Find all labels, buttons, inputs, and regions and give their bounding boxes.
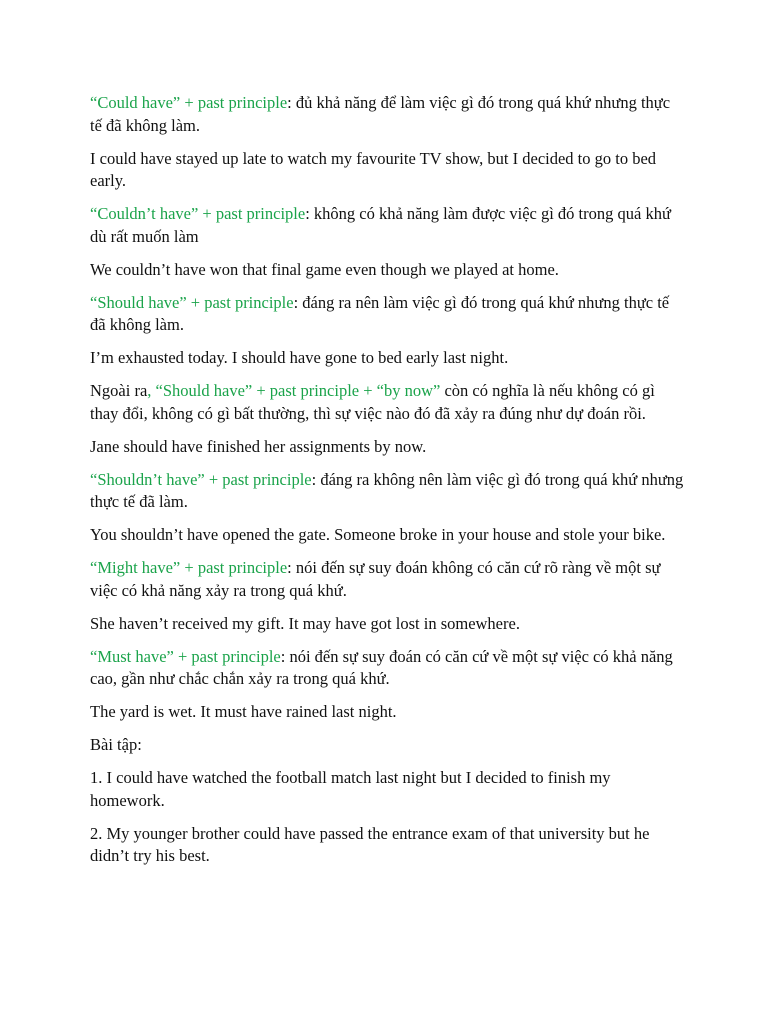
text-segment: còn có nghĩa là nếu không có gì thay đổi, không có gì bất thường, thì sự việc nào đó đã xảy ra đúng như dự đoán rồi. — [90, 381, 655, 423]
text-segment: : đáng ra không nên làm việc gì đó trong quá khứ nhưng thực tế đã làm. — [90, 469, 684, 511]
text-segment: Ngoài ra — [90, 381, 148, 400]
text-segment: Bài tập: — [90, 735, 142, 754]
text-segment: 2. My younger brother could have passed the entrance exam of that university but he didn’t try his best. — [90, 823, 650, 865]
text-segment: The yard is wet. It must have rained last night. — [90, 702, 397, 721]
paragraph-4 — [90, 259, 686, 282]
paragraph-6 — [90, 347, 686, 370]
text-segment: You shouldn’t have opened the gate. Someone broke in your house and stole your bike. — [90, 525, 666, 544]
paragraph-1 — [90, 92, 686, 137]
paragraph-9 — [90, 469, 686, 514]
paragraph-7 — [90, 380, 686, 425]
text-segment: I could have stayed up late to watch my favourite TV show, but I decided to go to bed early. — [90, 148, 657, 190]
text-segment: Jane should have finished her assignments by now. — [90, 436, 427, 456]
text-segment: We couldn’t have won that final game even though we played at home. — [90, 259, 559, 279]
highlighted-phrase: “Might have” + past principle — [90, 558, 288, 577]
paragraph-10 — [90, 524, 686, 547]
paragraph-15 — [90, 734, 686, 757]
document-page — [90, 92, 686, 878]
highlighted-phrase: “Couldn’t have” + past principle — [90, 204, 306, 223]
highlighted-phrase: “Must have” + past principle — [90, 646, 281, 666]
paragraph-3 — [90, 203, 686, 248]
text-segment: : đáng ra nên làm việc gì đó trong quá khứ nhưng thực tế đã không làm. — [90, 292, 670, 334]
paragraph-12 — [90, 613, 686, 636]
highlighted-phrase: , “Should have” + past principle + “by now” — [147, 381, 441, 400]
paragraph-8 — [90, 436, 686, 459]
paragraph-16 — [90, 767, 686, 812]
text-segment: : đủ khả năng để làm việc gì đó trong quá khứ nhưng thực tế đã không làm. — [90, 93, 671, 135]
text-segment: : không có khả năng làm được việc gì đó trong quá khứ dù rất muốn làm — [90, 204, 671, 246]
text-segment: 1. I could have watched the football match last night but I decided to finish my homework. — [90, 768, 611, 810]
paragraph-14 — [90, 701, 686, 724]
text-segment: : nói đến sự suy đoán không có căn cứ rõ ràng về một sự việc có khả năng xảy ra trong quá khứ. — [90, 558, 661, 600]
highlighted-phrase: “Should have” + past principle — [90, 292, 294, 312]
text-segment: She haven’t received my gift. It may have got lost in somewhere. — [90, 613, 520, 633]
paragraph-5 — [90, 292, 686, 337]
text-segment: : nói đến sự suy đoán có căn cứ về một sự việc có khả năng cao, gần như chắc chắn xảy ra trong quá khứ. — [90, 646, 673, 688]
text-segment: I’m exhausted today. I should have gone to bed early last night. — [90, 348, 509, 367]
highlighted-phrase: “Could have” + past principle — [90, 93, 288, 112]
paragraph-17 — [90, 823, 686, 868]
paragraph-11 — [90, 557, 686, 602]
paragraph-2 — [90, 148, 686, 193]
paragraph-13 — [90, 646, 686, 691]
highlighted-phrase: “Shouldn’t have” + past principle — [90, 469, 312, 489]
